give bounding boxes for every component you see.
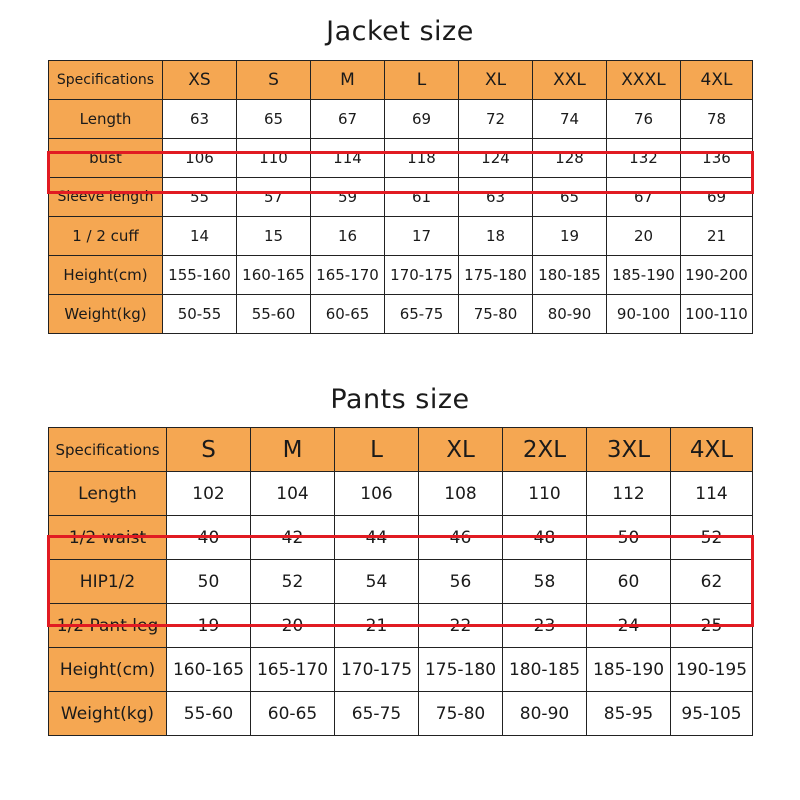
table-cell: 128 (533, 139, 607, 178)
table-cell: 72 (459, 100, 533, 139)
table-header-row (49, 428, 753, 472)
table-cell: 60 (587, 560, 671, 604)
header-cell: Specifications (49, 61, 163, 100)
table-cell: 42 (251, 516, 335, 560)
table-cell: 132 (607, 139, 681, 178)
table-cell: 118 (385, 139, 459, 178)
table-cell: 75-80 (459, 295, 533, 334)
table-cell: 19 (167, 604, 251, 648)
table-row (49, 604, 753, 648)
table-cell: 21 (681, 217, 753, 256)
table-cell: 55-60 (237, 295, 311, 334)
table-cell: 114 (311, 139, 385, 178)
table-cell: 14 (163, 217, 237, 256)
header-cell: L (335, 428, 419, 472)
table-cell: 106 (335, 472, 419, 516)
row-label: Weight(kg) (49, 692, 167, 736)
row-label: bust (49, 139, 163, 178)
table-cell: 160-165 (167, 648, 251, 692)
table-cell: 175-180 (459, 256, 533, 295)
table-cell: 63 (459, 178, 533, 217)
header-cell: M (311, 61, 385, 100)
table-cell: 23 (503, 604, 587, 648)
table-cell: 170-175 (335, 648, 419, 692)
table-cell: 50 (167, 560, 251, 604)
table-cell: 56 (419, 560, 503, 604)
row-label: Length (49, 100, 163, 139)
header-cell: XL (459, 61, 533, 100)
table-cell: 50-55 (163, 295, 237, 334)
header-cell: S (237, 61, 311, 100)
table-cell: 67 (607, 178, 681, 217)
table-cell: 112 (587, 472, 671, 516)
header-cell: 2XL (503, 428, 587, 472)
table-cell: 44 (335, 516, 419, 560)
table-cell: 160-165 (237, 256, 311, 295)
table-cell: 60-65 (311, 295, 385, 334)
table-cell: 190-200 (681, 256, 753, 295)
table-cell: 106 (163, 139, 237, 178)
header-cell: XXL (533, 61, 607, 100)
table-cell: 102 (167, 472, 251, 516)
table-cell: 65-75 (335, 692, 419, 736)
table-cell: 165-170 (251, 648, 335, 692)
jacket-size-table (48, 60, 753, 334)
table-row (49, 295, 753, 334)
table-cell: 15 (237, 217, 311, 256)
table-cell: 108 (419, 472, 503, 516)
table-cell: 165-170 (311, 256, 385, 295)
row-label: Length (49, 472, 167, 516)
table-cell: 124 (459, 139, 533, 178)
table-row (49, 178, 753, 217)
table-cell: 180-185 (533, 256, 607, 295)
table-cell: 57 (237, 178, 311, 217)
table-cell: 69 (681, 178, 753, 217)
table-cell: 69 (385, 100, 459, 139)
table-header-row (49, 61, 753, 100)
table-cell: 52 (671, 516, 753, 560)
table-cell: 22 (419, 604, 503, 648)
table-cell: 180-185 (503, 648, 587, 692)
table-cell: 95-105 (671, 692, 753, 736)
table-cell: 52 (251, 560, 335, 604)
table-cell: 25 (671, 604, 753, 648)
header-cell: 3XL (587, 428, 671, 472)
table-cell: 80-90 (533, 295, 607, 334)
header-cell: XL (419, 428, 503, 472)
row-label: Weight(kg) (49, 295, 163, 334)
header-cell: M (251, 428, 335, 472)
table-cell: 40 (167, 516, 251, 560)
table-row (49, 139, 753, 178)
header-cell: L (385, 61, 459, 100)
table-cell: 136 (681, 139, 753, 178)
table-cell: 21 (335, 604, 419, 648)
table-cell: 65 (533, 178, 607, 217)
table-cell: 19 (533, 217, 607, 256)
header-cell: 4XL (671, 428, 753, 472)
table-row (49, 100, 753, 139)
row-label: Sleeve length (49, 178, 163, 217)
table-cell: 155-160 (163, 256, 237, 295)
table-cell: 17 (385, 217, 459, 256)
table-cell: 20 (607, 217, 681, 256)
table-cell: 110 (237, 139, 311, 178)
table-cell: 48 (503, 516, 587, 560)
row-label: HIP1/2 (49, 560, 167, 604)
table-cell: 59 (311, 178, 385, 217)
table-cell: 61 (385, 178, 459, 217)
row-label: 1/2 waist (49, 516, 167, 560)
table-cell: 50 (587, 516, 671, 560)
table-cell: 55-60 (167, 692, 251, 736)
table-cell: 175-180 (419, 648, 503, 692)
table-cell: 78 (681, 100, 753, 139)
table-cell: 60-65 (251, 692, 335, 736)
table-cell: 104 (251, 472, 335, 516)
pants-size-table (48, 427, 753, 736)
table-cell: 100-110 (681, 295, 753, 334)
table-cell: 65-75 (385, 295, 459, 334)
table-row (49, 472, 753, 516)
row-label: 1 / 2 cuff (49, 217, 163, 256)
table-row (49, 692, 753, 736)
table-cell: 54 (335, 560, 419, 604)
header-cell: Specifications (49, 428, 167, 472)
table-cell: 58 (503, 560, 587, 604)
table-row (49, 217, 753, 256)
table-cell: 20 (251, 604, 335, 648)
header-cell: XXXL (607, 61, 681, 100)
table-row (49, 516, 753, 560)
table-cell: 110 (503, 472, 587, 516)
header-cell: S (167, 428, 251, 472)
header-cell: 4XL (681, 61, 753, 100)
table-cell: 76 (607, 100, 681, 139)
table-cell: 185-190 (607, 256, 681, 295)
table-cell: 24 (587, 604, 671, 648)
table-cell: 75-80 (419, 692, 503, 736)
table-cell: 80-90 (503, 692, 587, 736)
jacket-size-title: Jacket size (326, 16, 474, 47)
table-cell: 16 (311, 217, 385, 256)
header-cell: XS (163, 61, 237, 100)
row-label: Height(cm) (49, 256, 163, 295)
table-row (49, 648, 753, 692)
row-label: Height(cm) (49, 648, 167, 692)
table-cell: 114 (671, 472, 753, 516)
table-cell: 170-175 (385, 256, 459, 295)
table-row (49, 560, 753, 604)
table-cell: 190-195 (671, 648, 753, 692)
table-row (49, 256, 753, 295)
table-cell: 62 (671, 560, 753, 604)
row-label: 1/2 Pant leg (49, 604, 167, 648)
table-cell: 90-100 (607, 295, 681, 334)
table-cell: 18 (459, 217, 533, 256)
table-cell: 185-190 (587, 648, 671, 692)
table-cell: 85-95 (587, 692, 671, 736)
table-cell: 74 (533, 100, 607, 139)
table-cell: 46 (419, 516, 503, 560)
table-cell: 67 (311, 100, 385, 139)
table-cell: 55 (163, 178, 237, 217)
table-cell: 63 (163, 100, 237, 139)
pants-size-title: Pants size (330, 384, 470, 415)
table-cell: 65 (237, 100, 311, 139)
